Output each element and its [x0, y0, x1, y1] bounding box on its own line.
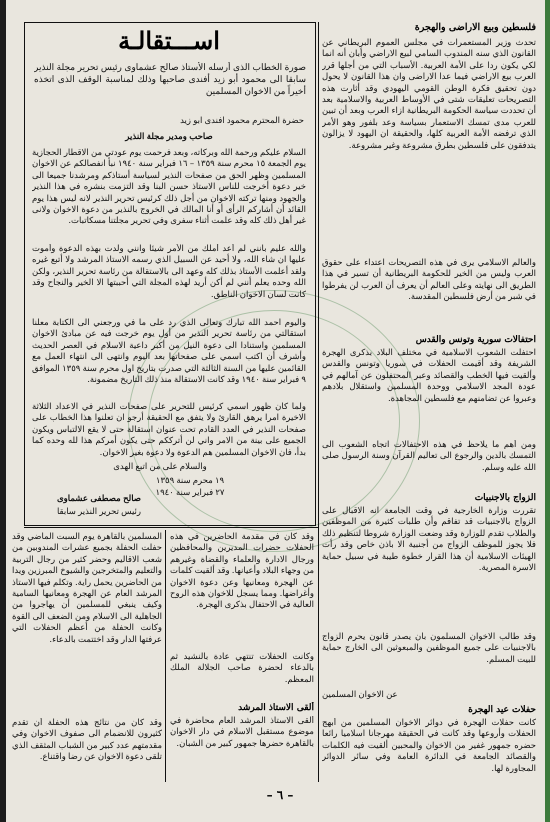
palestine-paragraph-1: تحدث وزير المستعمرات في مجلس العموم البريطاني عن القانون الذي سنه المندوب السامي لبيع الاراضي وأبان أنه انما لكي يكون ردا على الأمة العربية. الأسباب التي من أجلها قرر العرب بيع الاراضي فيما عدا الاراضى وان هذا القانون لا يحول دون تحقيق فكرة الوطن القومي اليهودي وقد أثارت هذه التصريحات تعليقات شتى في الأوساط العربية والاسلامية بعد أن تحددت سياسة الحكومة البريطانية ازاء العرب وبعد أن تبين للعرب مدى تمسك الاستعمار بسياسة وعد بلفور وهو الأمر الذي ترفضه الأمة العربية كلها، والحقيقة ان اليهود لا يزالون يتدفقون على فلسطين بطرق مشروعة وغير مشروعة. — [322, 38, 536, 151]
bottom-left-paragraph-1: المسلمين بالقاهرة يوم السبت الماضي وقد حفلت الحفلة بجميع عشرات المندوبين من شعب الاقاليم وحضر كثير من رجال التربية والتعليم والمتخرجين والشيوخ المبرزين ويدا من الحاضرين يحمل راية. وتكلم فيها الاستاذ المرشد العام عن الهجرة ومعانيها السامية وكيف ينبغي للمسلمين أن يهاجروا من الجاهلية الى الاسلام ومن الضعف الى القوة وكانت الحفلة من أعظم الحفلات التي عرفتها الدار وقد اختتمت بالدعاء. — [12, 532, 162, 645]
resignation-title-text: اســـتقالـة — [118, 26, 220, 55]
subheading-hijra-celebrations: حفلات عيد الهجرة — [468, 705, 536, 715]
page-number: – ٦ – — [266, 788, 294, 802]
signature-name: صالح مصطفى عشماوى — [57, 494, 141, 504]
celebrations-paragraph-2: ومن أهم ما يلاحظ في هذه الاحتفالات اتجاه الشعوب الى التمسك بالدين والرجوع الى تعاليم القرآن وسنة الرسول صلى الله عليه وسلم. — [322, 440, 536, 473]
column-rule-left — [165, 530, 166, 782]
marriage-signature: عن الاخوان المسلمين — [322, 690, 398, 700]
bottom-mid-paragraph-1: وقد كان في مقدمة الحاضرين في هذه الحفلات حضرات المديرين والمحافظين ورجال الادارة والعلماء والقضاة وغيرهم من وجهاء البلاد وأعيانها. وقد ألقيت كلمات عن الهجرة ومعانيها وعن دعوة الاخوان وأغراضها. ومما يسجل للاخوان هذه الروح العالية في الاحتفال بذكرى الهجرة. — [170, 532, 314, 611]
date-gregorian: ٢٧ فبراير سنة ١٩٤٠ — [155, 488, 225, 498]
marriage-paragraph-2: وقد طالب الاخوان المسلمون بان يصدر قانون يحرم الزواج بالاجنبيات على جميع الموظفين والمبعوثين الى الخارج حماية للبيت المسلم. — [322, 632, 536, 665]
bottom-mid-paragraph-3: ألقى الاستاذ المرشد العام محاضرة في موضوع مستقبل الاسلام في دار الاخوان بالقاهرة حضرها جمهور كبير من الشبان. — [170, 716, 314, 749]
resignation-intro: صورة الخطاب الذى أرسله الأستاذ صالح عشماوى رئيس تحرير مجلة النذير سابقا الى محمود أبو زيد أفندى صاحبها وذلك لمناسبة الوقف الذى اتخذه أخيراً من الاخوان المسلمين — [34, 63, 306, 97]
resignation-body-3: واليوم احمد الله تبارك وتعالى الذي رد على ما في ورجعني الى الكتابة معلنا استقالتي من رئاسة تحرير النذير من أول يوم خرجت فيه عن مبادئ الاخوان المسلمين واستنادا الى دعوة النيل من أكبر داعية الاسلام في العصر الحديث وأشرف أن اكتب اسمي على صفحاتها بعد اليوم وانتهى الى انتهاء العمل مع القائمين عليها من السنة الثالثة التي صدرت بتاريخ اول محرم سنة ١٣٥٩ الموافق ٩ فبراير سنة ١٩٤٠ وقد كانت الاستقالة منذ ذلك التاريخ مضمونة. — [32, 318, 306, 386]
subheading-celebrations: احتفالات سورية وتونس والقدس — [415, 335, 536, 345]
palestine-paragraph-2: والعالم الاسلامي يرى في هذه التصريحات اعتداء على حقوق العرب وليس من الخير للحكومة البريطانية أن تسير في هذا الطريق الى نهايته وعلى العالم أن يعرف أن العرب لن يفرطوا في شبر من أرض فلسطين المقدسة. — [322, 258, 536, 303]
palestine-article-title: فلسطين وبيع الاراضى والهجرة — [414, 22, 536, 33]
column-rule-right — [318, 22, 319, 782]
subheading-foreign-marriage: الزواج بالاجنبيات — [474, 493, 536, 503]
resignation-body-1: السلام عليكم ورحمة الله وبركاته، وبعد فرحمت يوم عودتي من الاقطار الحجازية يوم الجمعة ١٥ محرم سنة ١٣٥٩ – ١٦ فبراير سنة ١٩٤٠ نبأ انفصالكم عن الاخوان المسلمين وظهر الحق من صفحات النذير لسياسة أستاذكم ومرشدنا جميعا الى خير دعوة أخرجت للناس الاستاذ حسن البنا وقد التزمت بنشره في هذا النذير والجهود ومنها تركته الاخوان من أجل ذلك كرئيس تحرير النذير لانه ليس هذا يوم القائد أن أشاركم الرأى أو أنا المالك في الخروج بالنذير من دعوة الاخوان ولانى غير أهل ذلك كله وقد علمت أثناء سفرى وفي تحرير مجلتنا مسكاتبات. — [32, 148, 306, 227]
resignation-body-4: ولما كان ظهور اسمي كرئيس للتحرير على صفحات النذير في الاعداد الثلاثة الاخيرة امرا يرهق القارئ ولا يتفق مع الحقيقة أرجو ان تعلنوا هذا الخطاب على صفحات النذير في العدد القادم تحت عنوان استقالة حتى لا يقع الالتباس ويكون الجميع على بينة من الامر واني لن أترككم حتى يكون أمركم هذا لله وحده كما بدأ، فان الاخوان المسلمين هم الدعوة ولا دعوة بغير الاخوان. — [32, 402, 306, 458]
celebrations-paragraph-1: احتفلت الشعوب الاسلامية في مختلف البلاد بذكرى الهجرة الشريفة وقد أقيمت الحفلات في سوريا وتونس والقدس وألقيت فيها الخطب والقصائد وعبر المحتفلون عن آمالهم في عودة المجد الاسلامي ووحدة المسلمين واستقلال بلادهم وعبروا عن تضامنهم مع فلسطين المجاهدة. — [322, 348, 536, 404]
date-hijri: ١٩ محرم سنة ١٣٥٩ — [155, 476, 225, 486]
resignation-body-2: والله عليم بأنني لم أعد أملك من الأمر شيئاً وانني ولدت بهذه الدعوة وأموت عليها ان شاء الله، ولا أحيد عن السبيل الذي رسمه الاستاذ المرشد ولا أتبع غيره ولقد أعلمت الأستاذ بذلك كله وعهد الى بالاستقالة من رئاسة تحرير النذير، ولكن الله وحده يعلم أنني لم أكن أريد لهذه المجلة التي أحببتها الا الخير والنجاح وقد كانت لسان الاخوان الناطق. — [32, 244, 306, 300]
hijra-paragraph: كانت حفلات الهجرة في دوائر الاخوان المسلمين من أبهج الحفلات وأروعها وقد كانت في الحقيقة مهرجانا اسلاميا رائعا حضره جمهور غفير من الاخوان والمحبين ألقيت فيه الكلمات والقصائد الجامعة في الدائرة العامة وفي سائر الدوائر المجاورة لها. — [322, 718, 536, 774]
greeting-role: صاحب ومدير مجلة النذير — [125, 132, 213, 142]
horizontal-rule-bottom — [24, 527, 318, 528]
bottom-mid-paragraph-2: وكانت الحفلات تنتهي عادة بالنشيد ثم بالدعاء لحضرة صاحب الجلالة الملك المعظم. — [170, 652, 314, 685]
resignation-title — [30, 26, 308, 58]
bottom-mid-subheading: ألقى الاستاذ المرشد — [238, 703, 314, 713]
signature-role: رئيس تحرير النذير سابقاً — [56, 507, 142, 517]
bottom-left-paragraph-2: وقد كان من نتائج هذه الحفلة أن تقدم كثيرون للانضمام الى صفوف الاخوان وفي مقدمتهم عدد كبير من الشباب المثقف الذي تلقى دعوة الاخوان عن رضا واقتناع. — [12, 718, 162, 763]
greeting-to: حضرة المحترم محمود افندى ابو زيد — [180, 116, 304, 126]
marriage-paragraph-1: تقررت وزارة الخارجية في وقت الجامعة انه الاقبال على الزواج بالاجنبيات قد تفاقم وأن طلبات كثيرة من الموظفين والطلاب تقدم للوزارة وقد وضعت الوزارة شروطا لتنظيم ذلك فلا يجوز للموظف الزواج من أجنبية الا باذن خاص وقد رأت الهيئات الاسلامية أن هذا القرار خطوة طيبة في سبيل حماية الاسرة المصرية. — [322, 506, 536, 574]
closing-line: والسلام على من اتبع الهدى — [113, 462, 207, 472]
